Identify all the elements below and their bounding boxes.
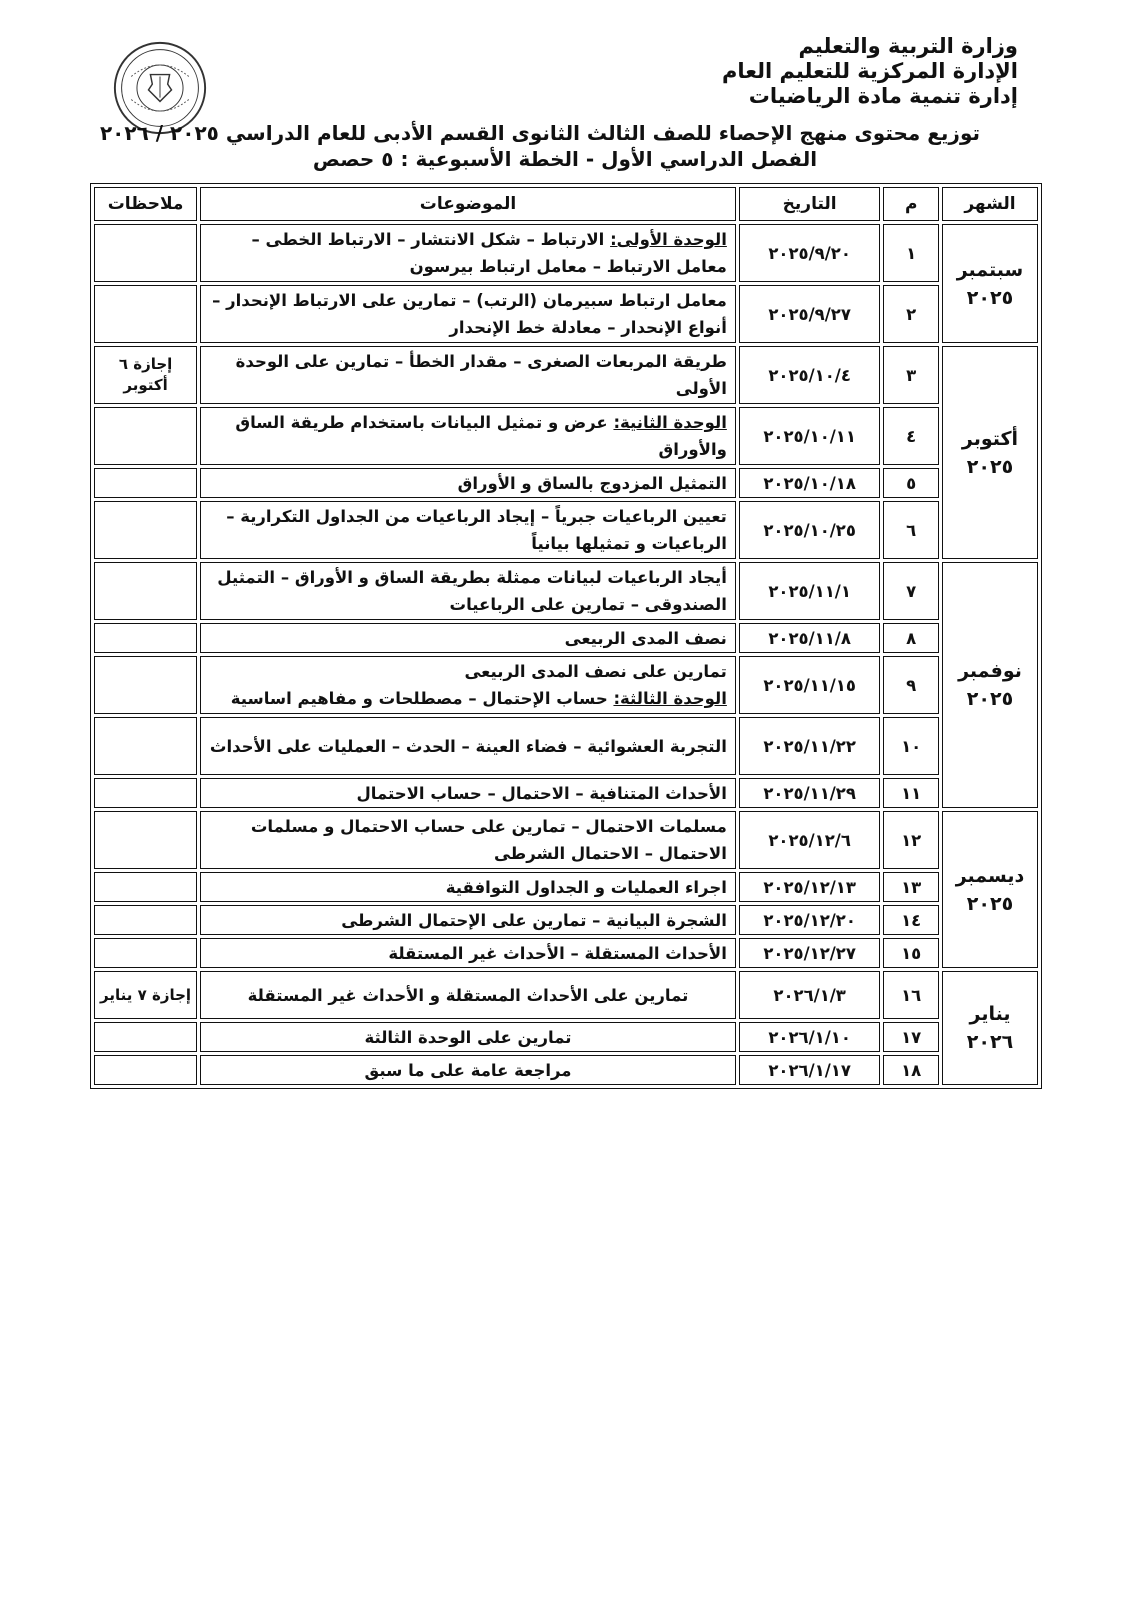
row-note (94, 938, 197, 968)
table-row (94, 623, 1038, 653)
topic-text: نصف المدى الربيعى (564, 628, 727, 648)
document-title (99, 120, 980, 172)
table-row (94, 938, 1038, 968)
row-topic (200, 656, 736, 714)
topic-text: الارتباط – شكل الانتشار – الارتباط الخطى – معامل الارتباط – معامل ارتباط بيرسون (251, 230, 727, 276)
row-date: ٢٠٢٥/١١/٢٩ (739, 778, 881, 808)
unit-label: الوحدة الأولى: (610, 230, 727, 249)
row-index: ٥ (883, 468, 939, 498)
header-notes: ملاحظات (94, 187, 197, 221)
row-topic (200, 468, 736, 498)
row-index: ١٨ (883, 1055, 939, 1085)
month-year: ٢٠٢٥ (966, 455, 1014, 478)
month-name: يناير (969, 1003, 1011, 1025)
row-note (94, 285, 197, 343)
header-date: التاريخ (739, 187, 881, 221)
row-date: ٢٠٢٦/١/١٠ (739, 1022, 881, 1052)
row-index: ٣ (883, 346, 939, 404)
month-cell (942, 971, 1038, 1085)
row-index: ١٦ (883, 971, 939, 1019)
topic-text: الأحداث المتنافية – الاحتمال – حساب الاحتمال (356, 783, 727, 803)
month-year: ٢٠٢٥ (966, 688, 1014, 710)
table-row (94, 468, 1038, 498)
row-note (94, 224, 197, 282)
topic-text: تمارين على الوحدة الثالثة (364, 1027, 572, 1047)
header-topics: الموضوعات (200, 187, 736, 221)
table-row (94, 656, 1038, 714)
row-date: ٢٠٢٥/١١/١٥ (739, 656, 881, 714)
row-topic (200, 285, 736, 343)
row-topic (200, 1055, 736, 1085)
row-index: ١١ (883, 778, 939, 808)
row-index: ٦ (883, 501, 939, 559)
topic-text: أيجاد الرباعيات لبيانات ممثلة بطريقة الساق و الأوراق – التمثيل الصندوقى – تمارين على الرباعيات (217, 568, 727, 614)
row-date: ٢٠٢٥/١١/١ (739, 562, 881, 620)
month-name: ديسمبر (955, 864, 1025, 887)
row-note (94, 811, 197, 869)
month-cell (942, 811, 1038, 968)
row-topic (200, 717, 736, 775)
topic-text: تعيين الرباعيات جبرياً – إيجاد الرباعيات من الجداول التكرارية – الرباعيات و تمثيلها بيانياً (226, 507, 727, 553)
row-topic (200, 1022, 736, 1052)
month-cell (942, 346, 1038, 559)
table-row (94, 562, 1038, 620)
row-date: ٢٠٢٥/١٢/٦ (739, 811, 881, 869)
row-index: ١٠ (883, 717, 939, 775)
row-note (94, 1022, 197, 1052)
row-topic (200, 811, 736, 869)
row-note: إجازة ٧ يناير (94, 971, 197, 1019)
topic-text: الشجرة البيانية – تمارين على الإحتمال الشرطى (341, 910, 727, 930)
row-date: ٢٠٢٥/١٢/١٣ (739, 872, 881, 902)
unit-label: الوحدة الثانية: (613, 413, 727, 432)
row-topic (200, 971, 736, 1019)
row-index: ٧ (883, 562, 939, 620)
table-row (94, 905, 1038, 935)
row-index: ١٧ (883, 1022, 939, 1052)
month-name: سبتمبر (956, 258, 1024, 281)
row-index: ١٢ (883, 811, 939, 869)
month-cell (942, 224, 1038, 343)
table-row (94, 717, 1038, 775)
table-row (94, 1022, 1038, 1052)
table-row (94, 224, 1038, 282)
row-index: ٤ (883, 407, 939, 465)
month-year: ٢٠٢٥ (966, 286, 1014, 309)
topic-text: اجراء العمليات و الجداول التوافقية (445, 877, 727, 897)
row-index: ٢ (883, 285, 939, 343)
row-topic (200, 407, 736, 465)
topic-text: عرض و تمثيل البيانات باستخدام طريقة الساق والأوراق (235, 413, 727, 459)
topic-text: مسلمات الاحتمال – تمارين على حساب الاحتمال و مسلمات الاحتمال – الاحتمال الشرطى (250, 817, 727, 863)
topic-text: طريقة المربعات الصغرى – مقدار الخطأ – تمارين على الوحدة الأولى (235, 352, 727, 398)
row-topic (200, 872, 736, 902)
curriculum-table (90, 183, 1042, 1089)
row-date: ٢٠٢٥/١٠/٢٥ (739, 501, 881, 559)
row-index: ١ (883, 224, 939, 282)
topic-line-2 (209, 685, 727, 712)
row-note (94, 407, 197, 465)
row-index: ١٤ (883, 905, 939, 935)
topic-text: تمارين على الأحداث المستقلة و الأحداث غير المستقلة (247, 985, 689, 1005)
row-note (94, 501, 197, 559)
row-index: ١٥ (883, 938, 939, 968)
topic-text: حساب الإحتمال – مصطلحات و مفاهيم اساسية (230, 689, 614, 708)
row-note: إجازة ٦ أكتوبر (94, 346, 197, 404)
row-index: ٨ (883, 623, 939, 653)
row-date: ٢٠٢٥/١٠/١٨ (739, 468, 881, 498)
table-row (94, 285, 1038, 343)
row-topic (200, 623, 736, 653)
row-note (94, 562, 197, 620)
row-date: ٢٠٢٥/١١/٢٢ (739, 717, 881, 775)
row-topic (200, 778, 736, 808)
ministry-line: إدارة تنمية مادة الرياضيات (748, 84, 1018, 108)
row-index: ١٣ (883, 872, 939, 902)
title-line-1: توزيع محتوى منهج الإحصاء للصف الثالث الثانوى القسم الأدبى للعام الدراسي ٢٠٢٥ / ٢٠٢٦ (99, 121, 980, 145)
table-row (94, 778, 1038, 808)
row-date: ٢٠٢٥/١٠/١١ (739, 407, 881, 465)
table-row (94, 407, 1038, 465)
ministry-header (722, 34, 1018, 109)
topic-text: تمارين على نصف المدى الربيعى (464, 662, 727, 681)
row-date: ٢٠٢٥/١١/٨ (739, 623, 881, 653)
row-date: ٢٠٢٦/١/٣ (739, 971, 881, 1019)
topic-text: الأحداث المستقلة – الأحداث غير المستقلة (388, 943, 727, 963)
row-note (94, 468, 197, 498)
row-topic (200, 501, 736, 559)
month-year: ٢٠٢٥ (966, 892, 1014, 915)
row-date: ٢٠٢٥/١٠/٤ (739, 346, 881, 404)
row-note (94, 623, 197, 653)
row-note (94, 1055, 197, 1085)
row-topic (200, 938, 736, 968)
row-note (94, 778, 197, 808)
table-row (94, 811, 1038, 869)
title-line-2: الفصل الدراسي الأول - الخطة الأسبوعية : ٥ حصص (312, 147, 818, 171)
topic-text: معامل ارتباط سبيرمان (الرتب) – تمارين على الارتباط الإنحدار – أنواع الإنحدار – معادلة خط الإنحدار (212, 291, 727, 337)
row-note (94, 905, 197, 935)
topic-text: مراجعة عامة على ما سبق (364, 1060, 572, 1080)
table-row (94, 872, 1038, 902)
row-date: ٢٠٢٥/١٢/٢٠ (739, 905, 881, 935)
row-topic (200, 346, 736, 404)
topic-text: التجربة العشوائية – فضاء العينة – الحدث – العمليات على الأحداث (209, 736, 727, 756)
row-topic (200, 562, 736, 620)
row-date: ٢٠٢٦/١/١٧ (739, 1055, 881, 1085)
row-topic (200, 905, 736, 935)
row-date: ٢٠٢٥/٩/٢٠ (739, 224, 881, 282)
unit-label: الوحدة الثالثة: (613, 689, 727, 708)
ministry-line: الإدارة المركزية للتعليم العام (721, 59, 1018, 83)
row-note (94, 717, 197, 775)
month-name: أكتوبر (961, 427, 1019, 450)
row-note (94, 872, 197, 902)
header-month: الشهر (942, 187, 1038, 221)
month-cell (942, 562, 1038, 808)
topic-text: التمثيل المزدوج بالساق و الأوراق (457, 473, 727, 493)
row-date: ٢٠٢٥/٩/٢٧ (739, 285, 881, 343)
table-row (94, 501, 1038, 559)
row-date: ٢٠٢٥/١٢/٢٧ (739, 938, 881, 968)
table-row (94, 1055, 1038, 1085)
header-index: م (883, 187, 939, 221)
row-topic (200, 224, 736, 282)
table-row (94, 971, 1038, 1019)
row-note (94, 656, 197, 714)
row-index: ٩ (883, 656, 939, 714)
table-header-row (94, 187, 1038, 221)
ministry-line: وزارة التربية والتعليم (798, 34, 1018, 58)
month-year: ٢٠٢٦ (966, 1031, 1014, 1053)
month-name: نوفمبر (958, 660, 1022, 682)
table-row (94, 346, 1038, 404)
